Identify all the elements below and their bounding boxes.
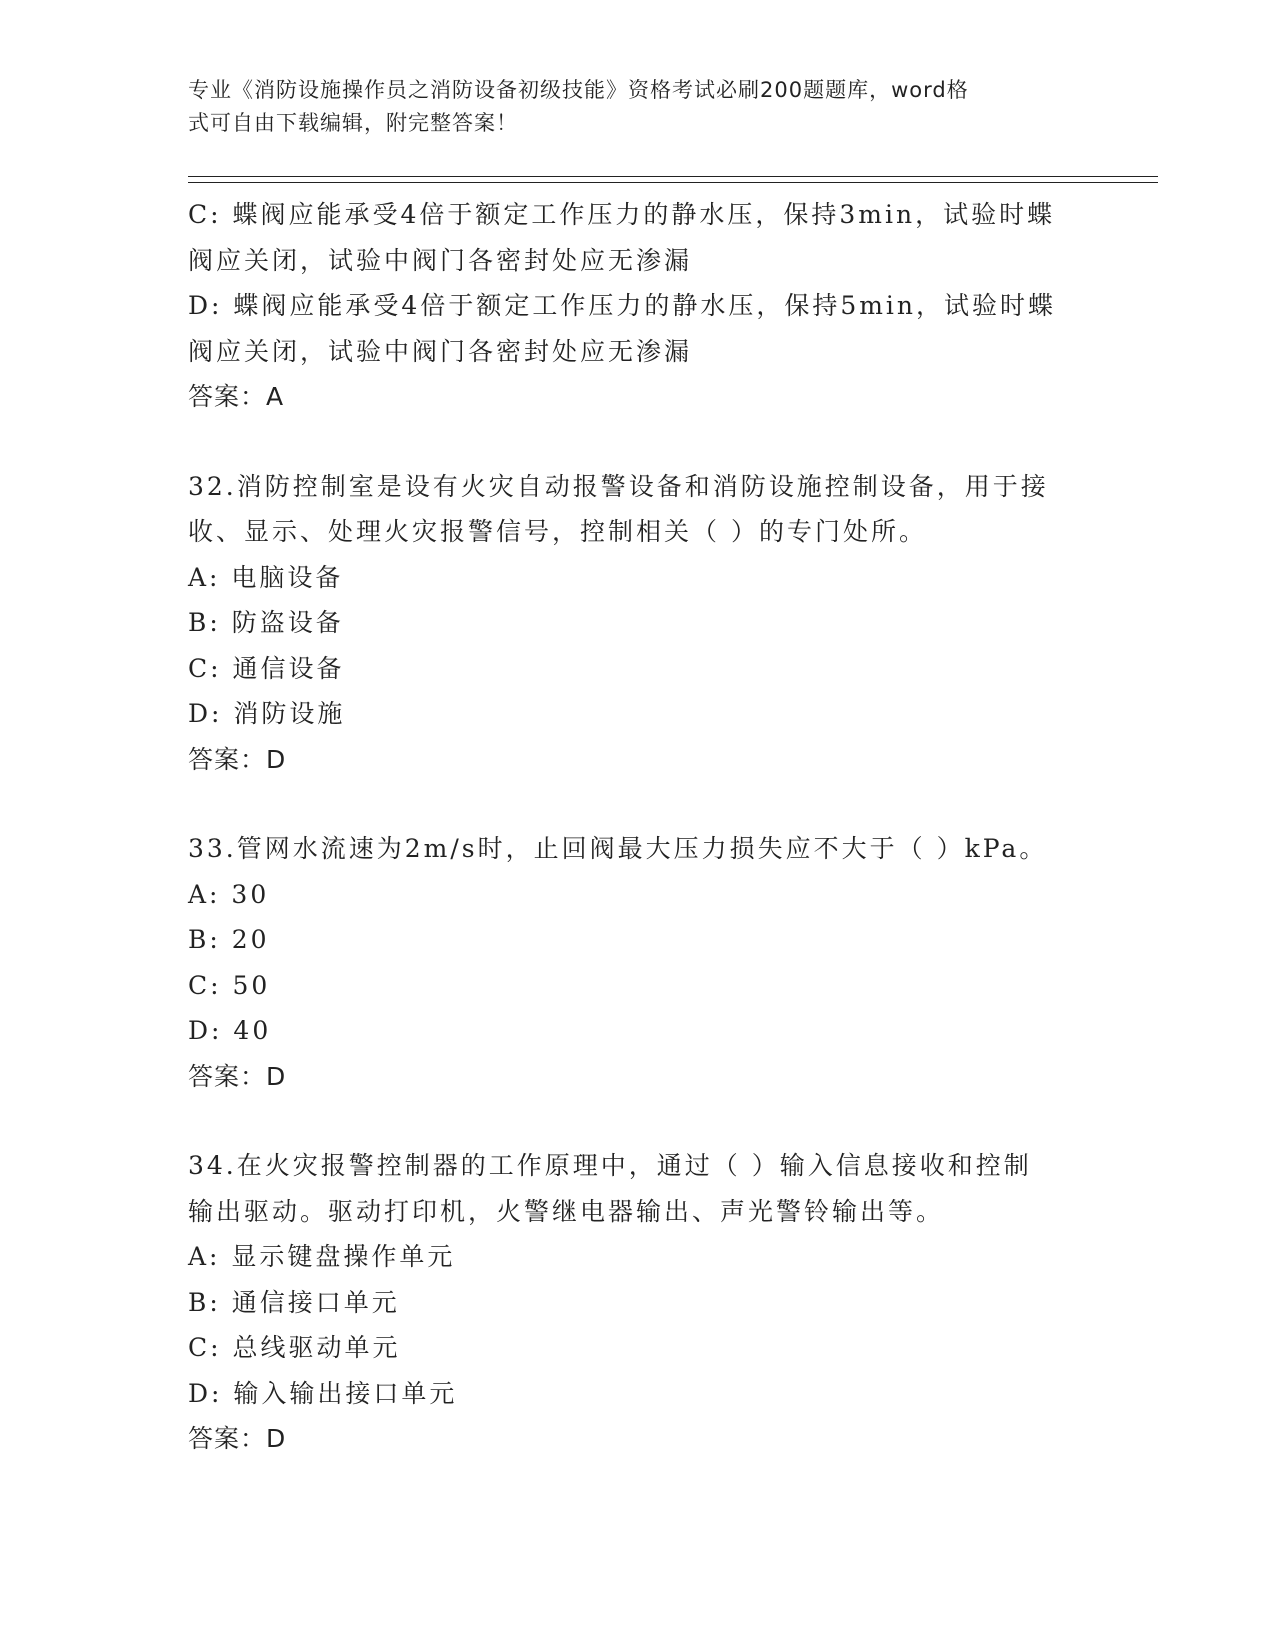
option-c-line-1: C: 蝶阀应能承受4倍于额定工作压力的静水压，保持3min，试验时蝶 <box>188 200 1056 229</box>
document-header <box>188 74 1088 140</box>
answer-line: 答案：D <box>188 1061 287 1091</box>
answer-line: 答案：D <box>188 744 287 774</box>
spacer <box>188 782 1088 826</box>
option-d-line-2: 阀应关闭，试验中阀门各密封处应无渗漏 <box>188 336 693 366</box>
option-c: C: 通信设备 <box>188 653 345 683</box>
option-a: A: 30 <box>188 879 270 909</box>
question-stem-line-1: 33.管网水流速为2m/s时，止回阀最大压力损失应不大于（ ）kPa。 <box>188 834 1048 863</box>
header-divider-bottom <box>188 182 1158 183</box>
option-c: C: 总线驱动单元 <box>188 1333 401 1362</box>
question-32 <box>188 464 1088 783</box>
question-stem-line-1: 34.在火灾报警控制器的工作原理中，通过（ ）输入信息接收和控制 <box>188 1151 1032 1180</box>
option-d: D: 输入输出接口单元 <box>188 1378 458 1408</box>
option-d: D: 40 <box>188 1016 272 1045</box>
answer-line: 答案：D <box>188 1424 287 1453</box>
option-a: A: 电脑设备 <box>188 562 344 592</box>
question-stem-line-1: 32.消防控制室是设有火灾自动报警设备和消防设施控制设备，用于接 <box>188 471 1049 501</box>
question-stem-line-2: 收、显示、处理火灾报警信号，控制相关（ ）的专门处所。 <box>188 517 927 546</box>
question-33 <box>188 826 1088 1099</box>
header-line-1: 专业《消防设施操作员之消防设备初级技能》资格考试必刷200题题库，word格 <box>188 78 969 102</box>
option-d-line-1: D: 蝶阀应能承受4倍于额定工作压力的静水压，保持5min，试验时蝶 <box>188 291 1057 320</box>
spacer <box>188 420 1088 464</box>
option-a: A: 显示键盘操作单元 <box>188 1242 456 1271</box>
option-b: B: 通信接口单元 <box>188 1287 400 1317</box>
header-divider-top <box>188 176 1158 177</box>
spacer <box>188 1099 1088 1143</box>
question-34 <box>188 1143 1088 1462</box>
question-stem-line-2: 输出驱动。驱动打印机，火警继电器输出、声光警铃输出等。 <box>188 1196 945 1226</box>
option-b: B: 防盗设备 <box>188 608 344 637</box>
question-31-tail <box>188 192 1088 420</box>
header-line-2: 式可自由下载编辑，附完整答案！ <box>188 111 518 135</box>
answer-line: 答案：A <box>188 382 285 411</box>
option-c-line-2: 阀应关闭，试验中阀门各密封处应无渗漏 <box>188 245 693 275</box>
option-d: D: 消防设施 <box>188 699 346 728</box>
question-list <box>188 192 1088 1462</box>
option-b: B: 20 <box>188 925 270 954</box>
option-c: C: 50 <box>188 970 271 1000</box>
